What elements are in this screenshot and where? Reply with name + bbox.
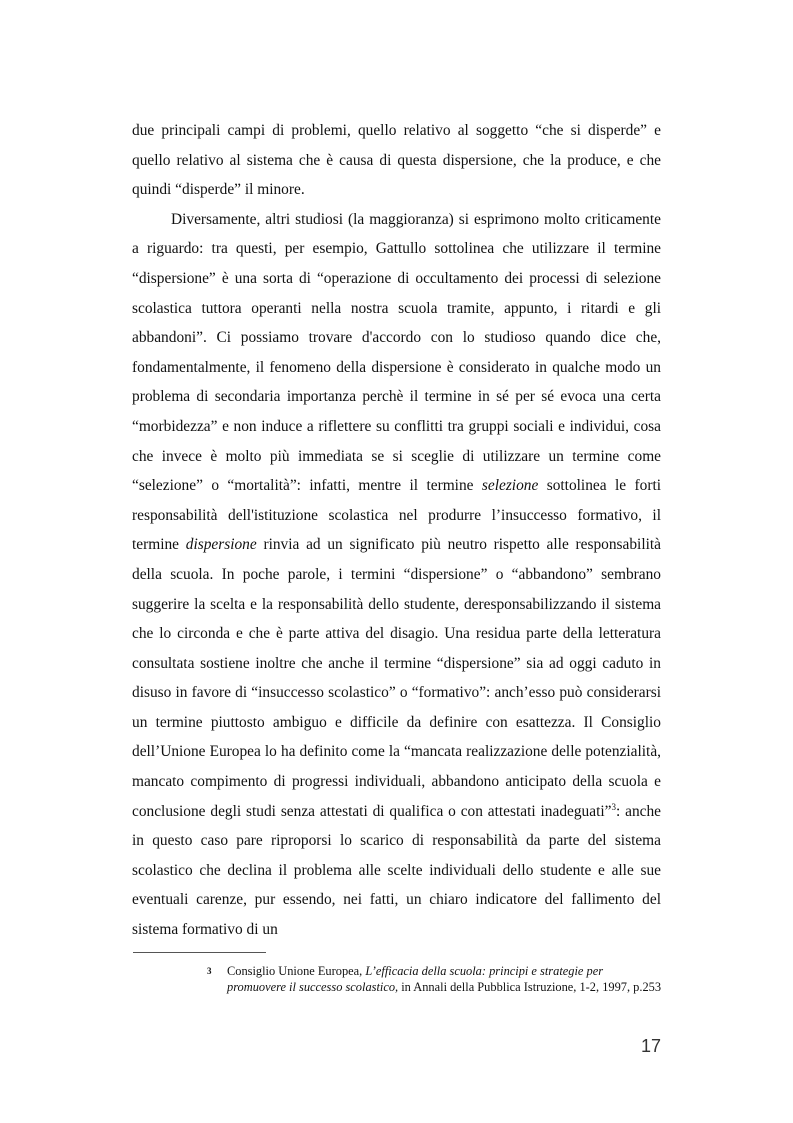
body-text — [132, 116, 661, 945]
paragraph-2 — [132, 205, 661, 945]
term-dispersione: dispersione — [185, 536, 257, 554]
paragraph-2-text-b: sottolinea le forti responsabilità dell'istituzione scolastica nel produrre l’insuccesso formativo, il termine — [132, 477, 661, 554]
term-selezione: selezione — [481, 477, 539, 495]
paragraph-2-text-a: Diversamente, altri studiosi (la maggioranza) si esprimono molto criticamente a riguardo: tra questi, per esempio, Gattullo sottolinea che utilizzare il termine “dispersione” è una sorta di “operazione di occultamento dei processi di selezione scolastica tuttora operanti nella nostra scuola tramite, appunto, i ritardi e gli abbandoni”. Ci possiamo trovare d'accordo con lo studioso quando dice che, fondamentalmente, il fenomeno della dispersione è considerato in qualche modo un problema di secondaria importanza perchè il termine in sé per sé evoca una certa “morbidezza” e non induce a riflettere su conflitti tra gruppi sociali e individui, cosa che invece è molto più immediata se si sceglie di utilizzare un termine come “selezione” o “mortalità”: infatti, mentre il termine — [132, 210, 661, 495]
footnote-separator — [133, 952, 266, 953]
footnote-body — [207, 963, 665, 995]
footnote — [207, 963, 665, 995]
paragraph-2-text-c: rinvia ad un significato più neutro rispetto alle responsabilità della scuola. In poche parole, i termini “dispersione” o “abbandono” sembrano suggerire la scelta e la responsabilità dello studente, deresponsabilizzando il sistema che lo circonda e che è parte attiva del disagio. Una residua parte della letteratura consultata sostiene inoltre che anche il termine “dispersione” sia ad oggi caduto in disuso in favore di “insuccesso scolastico” o “formativo”: anch’esso può considerarsi un termine piuttosto ambiguo e difficile da definire con esattezza. Il Consiglio dell’Unione Europea lo ha definito come la “mancata realizzazione delle potenzialità, mancato compimento di progressi individuali, abbandono anticipato della scuola e conclusione degli studi senza attestati di qualifica o con attestati inadeguati” — [132, 536, 661, 820]
paragraph-2-text-d: : anche in questo caso pare riproporsi lo scarico di responsabilità da parte del sistema scolastico che declina il problema alle scelte individuali dello studente e alle sue eventuali carenze, pur essendo, nei fatti, un chiaro indicatore del fallimento del sistema formativo di un — [132, 802, 661, 939]
footnote-title: L’efficacia della scuola: principi e strategie per promuovere il successo scolastico, — [227, 964, 604, 995]
footnote-text-a: Consiglio Unione Europea, — [227, 964, 366, 978]
footnote-reference: 3 — [611, 801, 616, 812]
footnote-number: 3 — [207, 966, 212, 976]
footnote-text-b: in Annali della Pubblica Istruzione, 1-2, 1997, p.253 — [398, 980, 662, 995]
paragraph-1: due principali campi di problemi, quello relativo al soggetto “che si disperde” e quello relativo al sistema che è causa di questa dispersione, che la produce, e che quindi “disperde” il minore. — [132, 122, 661, 199]
page-number: 17 — [640, 1036, 661, 1056]
